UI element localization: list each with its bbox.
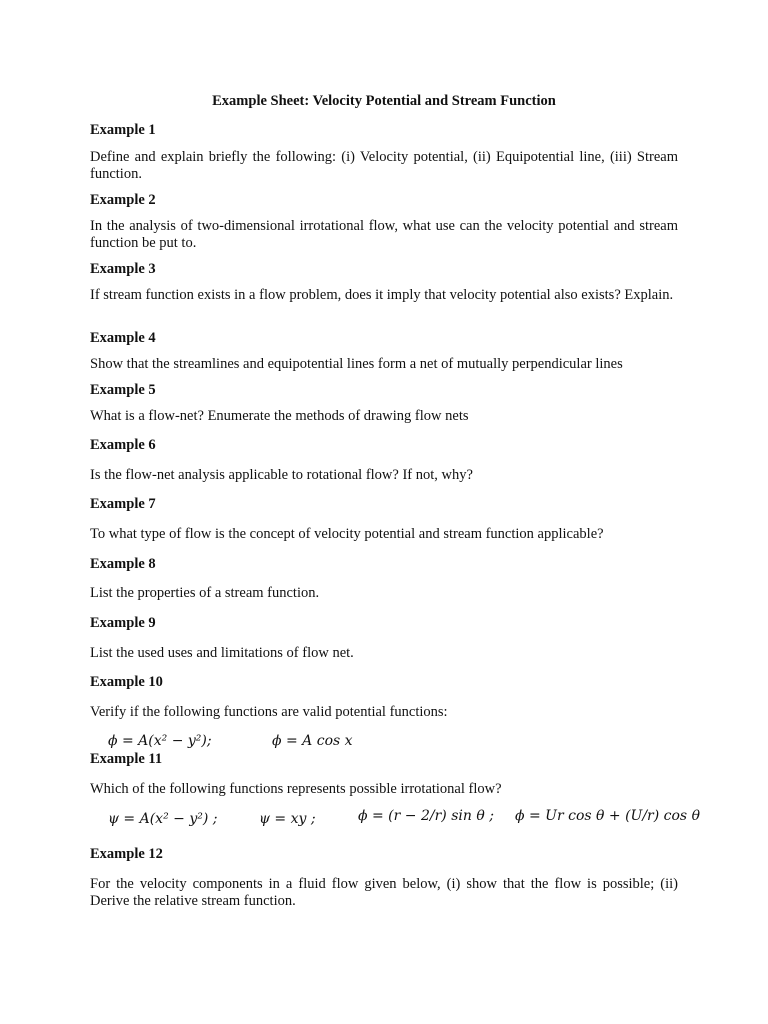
example-11-equation-1 — [108, 811, 217, 827]
example-11-heading: Example 11 — [90, 751, 163, 767]
example-8-text: List the properties of a stream function. — [90, 585, 320, 601]
example-10-equation-1 — [108, 733, 212, 749]
example-11-equation-3 — [358, 808, 494, 824]
example-10-equation-2 — [272, 733, 353, 749]
example-5-heading: Example 5 — [90, 382, 156, 398]
example-1-heading: Example 1 — [90, 122, 156, 138]
example-2-heading: Example 2 — [90, 192, 156, 208]
example-1-text: Define and explain briefly the following: (i) Velocity potential, (ii) Equipotential line, (iii) Stream function. — [90, 149, 678, 182]
example-10-heading: Example 10 — [90, 674, 163, 690]
example-4-heading: Example 4 — [90, 330, 156, 346]
example-10-text: Verify if the following functions are valid potential functions: — [90, 704, 448, 720]
example-12-text: For the velocity components in a fluid flow given below, (i) show that the flow is possible; (ii) Derive the relative stream function. — [90, 876, 678, 909]
example-10-equation-1-text: ϕ = A(x² − y²); — [108, 733, 212, 749]
example-11-equation-2-text: ψ = xy ; — [259, 811, 316, 827]
example-10-equation-2-text: ϕ = A cos x — [272, 733, 353, 749]
example-5-text: What is a flow-net? Enumerate the methods of drawing flow nets — [90, 408, 469, 424]
example-11-equation-3-text: ϕ = (r − 2/r) sin θ ; — [358, 808, 494, 824]
example-6-heading: Example 6 — [90, 437, 156, 453]
page-title: Example Sheet: Velocity Potential and Stream Function — [212, 93, 556, 109]
example-3-text: If stream function exists in a flow problem, does it imply that velocity potential also exists? Explain. — [90, 287, 674, 303]
example-4-text: Show that the streamlines and equipotential lines form a net of mutually perpendicular lines — [90, 356, 623, 372]
example-6-text: Is the flow-net analysis applicable to rotational flow? If not, why? — [90, 467, 473, 483]
example-11-equation-4-text: ϕ = Ur cos θ + (U/r) cos θ — [515, 808, 700, 824]
example-9-heading: Example 9 — [90, 615, 156, 631]
example-7-heading: Example 7 — [90, 496, 156, 512]
example-2-text: In the analysis of two-dimensional irrotational flow, what use can the velocity potential and stream function be put to. — [90, 218, 678, 251]
example-11-equation-1-text: ψ = A(x² − y²) ; — [108, 811, 218, 827]
example-9-text: List the used uses and limitations of flow net. — [90, 645, 354, 661]
example-3-heading: Example 3 — [90, 261, 156, 277]
example-11-text: Which of the following functions represents possible irrotational flow? — [90, 781, 502, 797]
example-7-text: To what type of flow is the concept of velocity potential and stream function applicable? — [90, 526, 604, 542]
example-11-equation-2 — [259, 811, 316, 827]
example-11-equation-4 — [515, 808, 700, 824]
example-12-heading: Example 12 — [90, 846, 163, 862]
example-8-heading: Example 8 — [90, 556, 156, 572]
